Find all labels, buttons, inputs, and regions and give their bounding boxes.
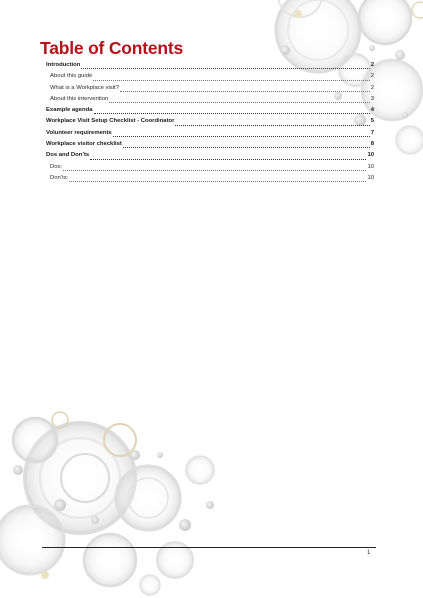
toc-dot-leader (94, 112, 370, 114)
toc-entry-page-number: 2 (370, 62, 374, 68)
toc-dot-leader (120, 90, 370, 92)
toc-entry-text: Don’ts: (50, 174, 69, 181)
bottom-left-bubble-cluster (0, 412, 214, 595)
toc-entry[interactable] (46, 71, 374, 82)
footer-rule (42, 547, 376, 548)
toc-entry-page-number: 2 (370, 84, 374, 91)
toc-title: Table of Contents (40, 38, 184, 58)
toc-dot-leader (175, 124, 369, 126)
table-of-contents (46, 60, 374, 184)
toc-entry-page-number: 5 (370, 118, 374, 125)
toc-dot-leader (63, 169, 366, 171)
toc-entry-text: About this intervention (50, 95, 109, 102)
toc-entry-text: Example agenda (46, 107, 93, 114)
toc-dot-leader (109, 101, 369, 103)
toc-entry[interactable] (46, 83, 374, 94)
toc-entry[interactable] (46, 94, 374, 105)
toc-entry-text: Workplace visitor checklist (46, 141, 122, 148)
toc-dot-leader (69, 180, 366, 182)
toc-entry[interactable] (46, 162, 374, 173)
toc-entry[interactable] (46, 173, 374, 184)
toc-entry-text: Volunteer requirements (46, 129, 112, 136)
toc-entry[interactable] (46, 105, 374, 116)
toc-entry-page-number: 2 (370, 73, 374, 80)
toc-entry-text: Workplace Visit Setup Checklist - Coordinator (46, 118, 175, 125)
toc-dot-leader (93, 79, 369, 81)
toc-entry-page-number: 3 (370, 95, 374, 102)
toc-entry-page-number: 10 (367, 163, 374, 170)
toc-entry-text: What is a Workplace visit? (50, 84, 119, 91)
toc-entry[interactable] (46, 150, 374, 161)
toc-entry-page-number: 7 (370, 129, 374, 136)
toc-entry-page-number: 8 (370, 141, 374, 148)
toc-dot-leader (81, 67, 369, 69)
page-number: 1 (367, 550, 371, 556)
toc-entry[interactable] (46, 116, 374, 127)
toc-entry[interactable] (46, 128, 374, 139)
toc-entry-text: Dos: (50, 163, 63, 170)
toc-entry-text: About this guide (50, 73, 93, 80)
toc-entry-text: Dos and Don’ts (46, 152, 90, 159)
toc-dot-leader (90, 158, 366, 160)
toc-entry-page-number: 10 (367, 174, 374, 181)
toc-entry[interactable] (46, 60, 374, 71)
toc-entry-page-number: 4 (370, 107, 374, 114)
toc-dot-leader (123, 146, 370, 148)
toc-entry-text: Introduction (46, 62, 81, 68)
toc-entry[interactable] (46, 139, 374, 150)
toc-entry-page-number: 10 (367, 152, 374, 159)
toc-dot-leader (113, 135, 370, 137)
